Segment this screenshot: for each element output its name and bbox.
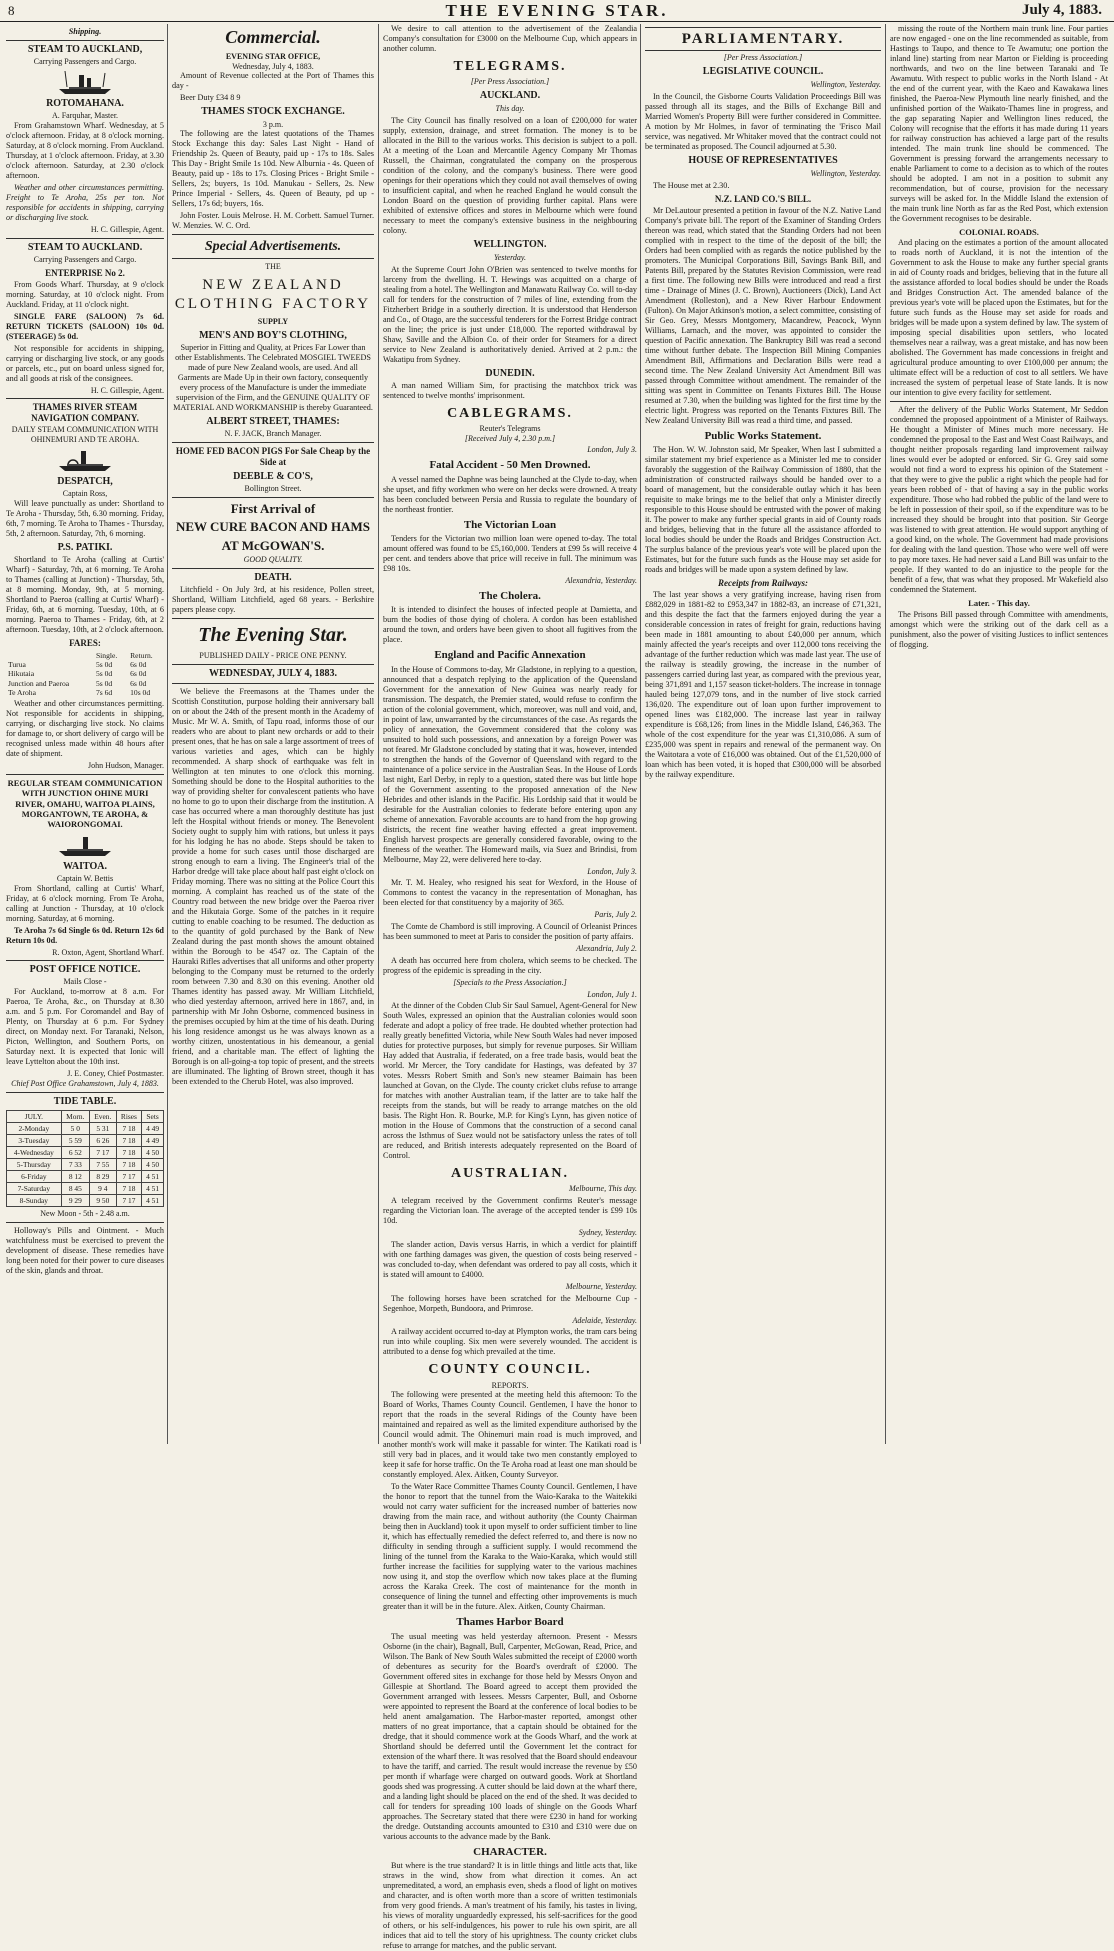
nz-land-bill-body: Mr DeLautour presented a petition in favour of the N.Z. Native Land Company's private bill. The report of the Examiner of Standing Orders thereon was read, which stated that the Standing Orders had not been complied with in respect to the time of the deposit of the bill; the Orders had been complied with as regards the notice published by the promoters. The Municipal Corporations Bill, Savings Bank Bill, and Patents Bill, prepared by the Statutes Revision Commission, were read a first time. The following new Bills were introduced and read a first time - Drainage of Mines (J. C. Brown), Auctioneers (Dick), Land Act Amendment (Rolleston), and a New River Harbour Endowment (Fulton). On Major Atkinson's motion, a select committee, consisting of Sir Geo. Grey, Messrs Montgomery, Macandrew, Peacock, Wynn Williams, Larnach, and the mover, was appointed to consider the question of Pacific annexation. The Bankruptcy Bill was read a second time without further debate. The Inspection Bill Mining Companies Amendment Bill, Affirmations and Declaration Bills were read a second time. The New Zealand University Act Amendment Bill was passed through Committee without amendment. The remainder of the sitting was spent in Committee on Tenants Fixtures Bill. The House resumed at 7.30, when the building was lighted for the first time by the electric light. Progress was reported on the Tenants Fixtures Bill. The New Zealand University Bill was read a third time, and passed.	[645, 205, 881, 425]
character-body: But where is the true standard? It is in little things and little acts that, like straws in the wind, show from what direction it comes. An act unpremeditated, a word, an emphasis even, sheds a flood of light on motives and character, and is often worth more than a score of written testimonials from very good friends. A man's treatment of his family, his tastes in living, his views of morality unguardedly expressed, his self-sacrifices for the good of others, or his self-indulgences, his power to rule his own spirit, are all indices that aid to tell the story of his uprightness. The county cricket clubs refuse to arrange for matches, and the public servant.	[383, 1861, 637, 1951]
cable-dateline-paris: Paris, July 2.	[594, 910, 637, 920]
ad1-schedule: From Grahamstown Wharf. Wednesday, at 5 o'clock afternoon. Friday, at 8 o'clock morning. Saturday, at 8 o'clock morning. From Auckland. Thursday, at 1 o'clock afternoon. Friday, at 3.30 o'clock afternoon. Saturday, at 2.30 o'clock afternoon.	[6, 120, 164, 180]
office-heading: EVENING STAR OFFICE,	[225, 51, 321, 61]
ad4-agent: R. Oxton, Agent, Shortland Wharf.	[52, 947, 164, 957]
cable-healey-body: Mr. T. M. Healey, who resigned his seat for Wexford, in the House of Commons to contest the vacancy in the representation of Monaghan, has been elected for that constituency by a majority of 365.	[383, 878, 637, 908]
public-works-body: The Hon. W. W. Johnston said, Mr Speaker, When last I submitted a similar statement my brief experience as a Minister led me to consider favorably the suggestion of the Railway Commission of 1880, that the administration of constructed railways should be handed over to a board of management, but the considerable outlay which it has been requisite to make brings me to the belief that only a Minister directly responsible to this House should be entrusted with the power of making it. The power to make any further special grants in aid of County roads and bridges, believing that in the future all the assistance afforded to local bodies should be under the Roads and Bridges Construction Act. The surplus balance of the previous year's vote will be placed upon the Estimates, but for the future such funds as the House may set aside for roads and bridges will be made upon a system defined by law.	[645, 445, 881, 575]
table-row	[7, 1183, 164, 1195]
nz-clothing-title: NEW ZEALAND CLOTHING FACTORY	[174, 277, 372, 312]
table-row	[6, 679, 164, 688]
nz-land-bill-heading: N.Z. LAND CO.'S BILL.	[714, 193, 812, 204]
ad3-ship2-name: P.S. PATIKI.	[57, 541, 113, 553]
table-row	[7, 1147, 164, 1159]
cable-cholera-body: It is intended to disinfect the houses of infected people at Damietta, and burn the bodies of those dying of cholera. A cordon has been established around the town, and orders have been given to shoot all fugitives from the place.	[383, 605, 637, 645]
cable-dateline-alexandria: Alexandria, Yesterday.	[565, 576, 637, 586]
receipts-body: The last year shows a very gratifying increase, having risen from £882,029 in 1881-82 to £953,347 in 1882-83, an increase of £71,321, and this despite the fact that the farmers enjoyed during the year a considerable concession in rates of freight for grain, reductions having been made in 1881 amounting to about £40,000 per annum, which mainly affected the year's receipts and over 112,000 tons receiving the advantage of the further reduction which was made last year. The use of the railway is steadily growing, the increase in the number of passengers carried during last year, as compared with the previous year, being 371,891 and 1,157 season ticket-holders. The increase in tonnage hauled being 127,079 tons, and in the number of live stock carried 136,020. The expenditure out of loan upon further improvement to opened lines was £182,000. The increase last year in railway expenditure is £68,126; from lines in the Middle Island, £46,363. The whole of the cost expenditure for the year was £1,310,086. A sum of £235,000 was spent in repairs and renewal of the permanent way. On the Waitotara a vote of £16,000 was obtained. Out of the £1,520,000 of loan which has been voted, it is hoped that £300,000 will be absorbed by the railway expenditure.	[645, 590, 881, 780]
sun-sets: 4 50	[142, 1147, 164, 1159]
wellington-heading: WELLINGTON.	[473, 238, 547, 250]
tide-day: 4-Wednesday	[7, 1147, 62, 1159]
post-office-body: For Auckland, to-morrow at 8 a.m. For Paeroa, Te Aroha, &c., on Thursday at 8.30 a.m. and 5 p.m. For Coromandel and Bay of Plenty, on Thursday at 6 p.m. For Sydney direct, on Monday next. For Taranaki, Nelson, Picton, Wellington, and Southern Ports, on Saturday next. It is expected that Ionic will leave Lyttelton about the 10th inst.	[6, 987, 164, 1067]
dunedin-heading: DUNEDIN.	[485, 367, 535, 379]
moon-phase: New Moon - 5th - 2.48 a.m.	[40, 1209, 130, 1219]
ad3-agent: John Hudson, Manager.	[88, 761, 164, 771]
sun-sets: 4 49	[142, 1122, 164, 1134]
parliamentary-sub: [Per Press Association.]	[723, 53, 803, 63]
auckland-heading: AUCKLAND.	[479, 89, 541, 101]
tide-head: Rises	[116, 1110, 142, 1122]
table-row	[6, 688, 164, 697]
bacon-heading: HOME FED BACON PIGS For Sale Cheap by the Side at	[175, 445, 371, 467]
public-works-heading: Public Works Statement.	[704, 429, 822, 442]
sun-rises: 7 18	[116, 1147, 142, 1159]
fares-head	[6, 651, 94, 660]
cable-victorian-loan-body: Tenders for the Victorian two million loan were opened to-day. The total amount offered was found to be £5,160,000. Tenders at £99 5s will receive 4 per cent. and tenders above that price will receive in full. The minimum was £98 10s.	[383, 534, 637, 574]
fare-single: 7s 6d	[95, 687, 113, 697]
tide-even: 6 26	[89, 1134, 116, 1146]
house-heading: HOUSE OF REPRESENTATIVES	[688, 154, 838, 166]
table-row	[6, 669, 164, 678]
ad2-agent: H. C. Gillespie, Agent.	[90, 385, 164, 395]
cable-annexation-body: In the House of Commons to-day, Mr Gladstone, in replying to a question, announced that a despatch replying to the application of the Queensland Government for the annexation of New Guinea was nearly ready for transmission. The despatch, the Premier stated, would refuse to confirm the action of the colonial government, which, moreover, was null and void, and, in point of law, unwarranted by the circumstances of the case. As regards the policy of annexation, the Government considered that the colony was unsuited to hold such possessions, and annexation by a foreign Power was not feared. Mr Gladstone concluded by stating that it was, however, intended to strengthen the hands of the Governor of Queensland with regard to the maintenance of a police service in the Australian Seas. In the House of Lords last night, Earl Derby, in reply to a question, stated there was but little hope of the Government assenting to the proposed annexation of the New Hebrides and other islands in the Pacific. His Lordship said that it would be desirable for the Australian colonies to federate before entering upon any scheme of annexation. Favorable accounts are to hand from the hop growing districts, the recent fine weather having effected a great improvement. English harvest prospects are generally considered favorable, owing to the fineness of the weather. The Homeward mails, via Suez and Brindisi, from Melbourne, May 22, were delivered here to-day.	[383, 664, 637, 864]
table-row	[7, 1159, 164, 1171]
tide-day: 6-Friday	[7, 1171, 62, 1183]
paper-subtitle: PUBLISHED DAILY - PRICE ONE PENNY.	[199, 651, 347, 661]
page-number: 8	[8, 3, 15, 18]
post-office-date: Chief Post Office Grahamstown, July 4, 1883.	[11, 1078, 159, 1088]
tide-head: JULY.	[7, 1110, 62, 1122]
ad2-schedule: From Goods Wharf. Thursday, at 9 o'clock morning. Saturday, at 10 o'clock night. From Auckland. Friday, at 11 o'clock night.	[6, 279, 164, 309]
death-notice: Litchfield - On July 3rd, at his residence, Pollen street, Shortland, William Litchfield, aged 68 years. - Berkshire papers please copy.	[172, 585, 374, 615]
ad3-schedule2: Shortland to Te Aroha (calling at Curtis' Wharf) - Saturday, 7th, at 6 morning. Te Aroha to Thames (calling at Junction) - Thursday, 5th, at 8 morning. Monday, 9th, at 5 morning. Shortland to Paeroa (calling at Curtis' Wharf) - Friday, 6th, at 6 morning. Tuesday, 10th, at 6 morning. Paeroa to Thames - Friday, 6th, at 2 afternoon. Tuesday, 10th, at 2 o'clock afternoon.	[6, 554, 164, 634]
fare-place: Hikutaia	[8, 669, 35, 679]
issue-date: July 4, 1883.	[1021, 2, 1102, 18]
ad3-ship-name: DESPATCH,	[57, 475, 113, 487]
house-date: Wellington, Yesterday.	[810, 169, 881, 179]
county-council-heading: COUNTY COUNCIL.	[428, 1362, 592, 1378]
tide-head: Morn.	[61, 1110, 89, 1122]
nz-supply: SUPPLY	[257, 316, 289, 326]
cable-headline-victorian-loan: The Victorian Loan	[463, 518, 557, 531]
australian-slander-body: The slander action, Davis versus Harris, in which a verdict for plaintiff with one farthing damages was given, the question of costs being reserved - was concluded to-day, when defendant was ordered to pay all costs, which it is stated will amount to £4000.	[383, 1239, 637, 1279]
nz-what: MEN'S AND BOY'S CLOTHING,	[199, 329, 347, 341]
cablegrams-received: [Received July 4, 2.30 p.m.]	[464, 433, 556, 443]
cable-dateline-alexandria-2: Alexandria, July 2.	[576, 944, 637, 954]
australian-railway-body: A railway accident occurred to-day at Plympton works, the tram cars being run into while coupling. Six men were severely wounded. The accident is attributed to a dense fog which prevailed at the time.	[383, 1327, 637, 1357]
tide-head: Even.	[89, 1110, 116, 1122]
zealandia-notice: We desire to call attention to the advertisement of the Zealandia Company's consultation for £3000 on the Melbourne Cup, which appears in another column.	[383, 24, 637, 53]
tide-table-title: TIDE TABLE.	[53, 1095, 117, 1107]
column-commercial	[172, 24, 374, 1444]
fares-head: Single.	[95, 650, 118, 660]
column-divider	[885, 24, 886, 1444]
arrival-title: First Arrival of	[230, 500, 316, 516]
sun-sets: 4 51	[142, 1195, 164, 1207]
arrival-quality: GOOD QUALITY.	[243, 555, 303, 565]
ad1-master: A. Farquhar, Master.	[51, 111, 119, 121]
ad3-captain: Captain Ross,	[62, 488, 108, 498]
office-date: Wednesday, July 4, 1883.	[232, 61, 314, 71]
cable-dateline-london-2: London, July 3.	[587, 866, 637, 876]
telegrams-heading: TELEGRAMS.	[453, 59, 567, 74]
arrival-goods: NEW CURE BACON AND HAMS	[175, 519, 371, 535]
table-row	[7, 1195, 164, 1207]
paper-title: The Evening Star.	[198, 624, 348, 647]
cable-dateline-london-3: London, July 1.	[587, 989, 637, 999]
bacon-address: Bollington Street.	[244, 483, 302, 493]
tide-day: 2-Monday	[7, 1122, 62, 1134]
wellington-date: Yesterday.	[493, 252, 527, 262]
sun-rises: 7 17	[116, 1195, 142, 1207]
ad2-sub: Carrying Passengers and Cargo.	[33, 254, 137, 264]
ad1-ship-name: ROTOMAHANA.	[46, 97, 124, 109]
auckland-date: This day.	[495, 104, 525, 114]
table-row	[7, 1171, 164, 1183]
ad3-sub: DAILY STEAM COMMUNICATION WITH OHINEMURI AND TE AROHA.	[11, 425, 159, 444]
parliamentary-heading: PARLIAMENTARY.	[645, 27, 881, 51]
sun-sets: 4 51	[142, 1183, 164, 1195]
nz-address: ALBERT STREET, THAMES:	[206, 415, 340, 427]
stock-exchange-time: 3 p.m.	[262, 119, 284, 129]
post-office-sign: J. E. Coney, Chief Postmaster.	[67, 1069, 164, 1079]
fare-place: Turua	[8, 660, 26, 670]
tide-morn: 8 12	[61, 1171, 89, 1183]
ad3-note: Weather and other circumstances permitting. Not responsible for accidents in shipping, carrying, or discharging live stock. No claims for damage to, or short delivery of cargo will be recognised unless made within 48 hours after date of shipment.	[6, 699, 164, 759]
post-office-sub: Mails Close -	[63, 977, 107, 987]
brokers-list: John Foster. Louis Melrose. H. M. Corbett. Samuel Turner. W. Menzies. W. C. Ord.	[172, 211, 374, 231]
australian-dateline-sydney: Sydney, Yesterday.	[578, 1228, 637, 1238]
australian-dateline-melbourne-2: Melbourne, Yesterday.	[565, 1281, 637, 1291]
legislative-council-date: Wellington, Yesterday.	[810, 80, 881, 90]
cable-dateline-london: London, July 3.	[587, 445, 637, 455]
tide-even: 9 50	[89, 1195, 116, 1207]
harbor-board-heading: Thames Harbor Board	[456, 1616, 564, 1629]
tide-even: 5 31	[89, 1122, 116, 1134]
later-heading: Later. - This day.	[968, 598, 1030, 609]
tide-day: 3-Tuesday	[7, 1134, 62, 1146]
special-ads-heading: Special Advertisements.	[204, 239, 342, 255]
sun-rises: 7 18	[116, 1134, 142, 1146]
masthead	[0, 0, 1114, 22]
fare-return: 10s 0d	[130, 687, 151, 697]
ad2-fares: SINGLE FARE (SALOON) 7s 6d. RETURN TICKETS (SALOON) 10s 0d. (STEERAGE) 5s 0d.	[6, 311, 164, 341]
ad1-agent: H. C. Gillespie, Agent.	[90, 224, 164, 234]
ad2-heading: STEAM TO AUCKLAND.	[27, 241, 143, 253]
tide-even: 9 4	[89, 1183, 116, 1195]
ad4-fares: Te Aroha 7s 6d Single 6s 0d. Return 12s 6d Return 10s 0d.	[6, 925, 164, 945]
ad2-note: Not responsible for accidents in shipping, carrying or discharging live stock, or any goods or parcels, etc., put on board unless signed for, and all goods at risk of the consignees.	[6, 343, 164, 383]
column-telegrams	[383, 24, 637, 1951]
main-trunk-body: missing the route of the Northern main trunk line. Four parties are now engaged - one on the line recommended as suitable, from Hastings to Taupo, and thence to Te Awamutu; one portion the inland line) starting from near Marton or Fielding is proceeding northwards, and two on the line between Taranaki and Te Awamutu. With respect to public works in the North Island - At the end of the current year, with the Kaeo and Kawakawa lines finished, the Paeroa-New Plymouth line nearly finished, and the unfinished portion of the Waikato-Thames line in progress, and the gap separating Napier and Wellington lines reduced, the Colony will recognise that the efforts it has made during 11 years for railway construction has achieved a large part of the results intended. The main trunk line should be commenced. The Government is pressing forward the arrangements necessary to enable Parliament to come to a decision as to which of the routes should be adopted. I am not in a position to submit any recommendation, but of course, provision for the necessary surveys will be asked for. In the Middle Island the extension of the main trunk line North as far as the Red Post, which extension the Government recognises to be desirable.	[890, 24, 1108, 223]
ad3-schedule: Will leave punctually as under: Shortland to Te Aroha - Thursday, 5th, 6.30 morning. Friday, 6th, 7 morning. Te Aroha to Thames - Thursday, 5th, 2 afternoon. Saturday, 7th, 6 morning.	[6, 498, 164, 538]
commercial-heading: Commercial.	[225, 27, 321, 47]
colonial-roads-body: And placing on the estimates a portion of the amount allocated to roads north of Auckland, it is not the intention of the Government to ask the House to make any further special grants in aid of County roads and bridges, believing that in the future all the assistance afforded to local bodies should be under the Roads and Bridges Construction Act. The amended balance of the previous year's vote will be placed upon the Estimates, but for the future such funds as the House may set aside for roads and bridges will be made upon a system defined by law. The system of imposing special disabilities upon settlers, who located themselves near a railway, was a great mistake, and has now been abolished. The Government has made concessions in freight and agricultural produce amounting to over £100,000 per annum; the ultimate effect will be a reduction of cost to all settlers. We have increased the system of perpetual lease of State lands. It is now our intention to give every facility for settlement.	[890, 238, 1108, 398]
ad4-captain: Captain W. Bettis	[56, 873, 114, 883]
tide-day: 8-Sunday	[7, 1195, 62, 1207]
county-council-report-2: To the Water Race Committee Thames County Council. Gentlemen, I have the honor to report that the tunnel from the Waio-Karaka to the Waitekiki would not carry water sufficient for the increased number of batteries now drawing from the main race, and without authority (the County Chairman being then in Auckland) took it upon myself to order sufficient timber to line it, which has effectually remedied the defect referred to, and there is now no difficulty in sending through a sufficient supply. I would recommend the lining of the tunnel from the Karaka to the Waio-Karaka, which would still further increase the facilities for supplying water to the various machines now using it, and stop the overflow which now takes place at the fluming across the Karaka Creek. The cost of maintenance for the month in consequence of lining the tunnel and effecting other improvements is much greater than it will be in the future. Alex. Aitken, County Chairman.	[383, 1482, 637, 1612]
cable-chambord-body: The Comte de Chambord is still improving. A Council of Orleanist Princes has been summoned to meet at Paris to consider the position of party affairs.	[383, 922, 637, 942]
cable-headline-fatal-accident: Fatal Accident - 50 Men Drowned.	[429, 459, 591, 472]
steamer-waitoa-icon	[55, 832, 115, 858]
ad4-schedule: From Shortland, calling at Curtis' Wharf, Friday, at 6 o'clock morning. From Te Aroha, calling at Junction - Thursday, at 10 o'clock morning. Saturday, at 6 morning.	[6, 883, 164, 923]
table-row	[6, 660, 164, 669]
steam-sub: Carrying Passengers and Cargo.	[33, 57, 137, 67]
cable-headline-annexation: England and Pacific Annexation	[434, 649, 586, 662]
telegrams-sub: [Per Press Association.]	[470, 77, 550, 87]
ad2-ship-name: ENTERPRISE No 2.	[45, 267, 125, 278]
county-council-report-1: The following were presented at the meeting held this afternoon: To the Board of Works, Thames County Council. Gentlemen, I have the honor to report that the roads in the several Ridings of the County have been maintained and repaired as well as the limited expenditure authorised by the Council would admit. The Ohinemuri main road is much improved, and another month's work will make it passable for winter. The Katikati road is still very bad in places, and it would take two men constantly employed to keep it safe for horse traffic. On the Te Aroha road at least one man should be constantly employed. Alex. Aitken, County Surveyor.	[383, 1390, 637, 1480]
fare-single: 5s 0d	[95, 660, 113, 670]
ad3-heading: THAMES RIVER STEAM NAVIGATION COMPANY.	[31, 402, 139, 424]
fare-place: Junction and Paeroa	[8, 678, 70, 688]
fare-return: 6s 0d	[130, 660, 147, 670]
cable-cobden-body: At the dinner of the Cobden Club Sir Saul Samuel, Agent-General for New South Wales, expressed an opinion that the Australian colonies would soon federate and adopt a policy of free trade. He doubted whether protection had really greatly benefitted Victoria, while New South Wales had never imposed duties for protective purposes, but simply for revenue purposes. Sir William Hay added that Australia, if federated, on a free trade basis, would beat the world. Mr Mercer, the Tory candidate for Hastings, was defeated by 37 votes. Messrs Robert Smith and Son's new steamer Baimain has been launched at Govan, on the Clyde. The county cricket clubs refuse to arrange for matches with another Australian team, if the latter are to take half the receipts from the stands, but will be ready to arrange matches on the old basis. The Right Hon. R. Bourke, M.P. for King's Lynn, has given notice of motion in the House of Commons that the construction of a second canal across the Isthmus of Suez would not be satisfactory unless the rates of toll are reduced, and British interests adequately represented on the Board of Control.	[383, 1001, 637, 1161]
dunedin-body: A man named William Sim, for practising the matchbox trick was sentenced to twelve months' imprisonment.	[383, 380, 637, 400]
shipping-heading: Shipping.	[68, 27, 102, 36]
tide-morn: 5 0	[61, 1122, 89, 1134]
fares-head: Return.	[130, 650, 153, 660]
column-parliamentary	[645, 24, 881, 1444]
nz-manager: N. F. JACK, Branch Manager.	[224, 428, 322, 438]
holloway-ad: Holloway's Pills and Ointment. - Much watchfulness must be exercised to prevent the development of disease. These remedies have long been noted for their power to cure diseases of the skin, glands and throat.	[6, 1225, 164, 1275]
column-shipping	[6, 24, 164, 1444]
legislative-council-heading: LEGISLATIVE COUNCIL.	[702, 66, 824, 78]
receipts-heading: Receipts from Railways:	[718, 578, 808, 589]
cable-headline-cholera: The Cholera.	[479, 589, 541, 602]
death-heading: DEATH.	[254, 571, 292, 583]
fare-single: 5s 0d	[95, 669, 113, 679]
tide-morn: 7 33	[61, 1159, 89, 1171]
steam-heading: STEAM TO AUCKLAND,	[27, 44, 143, 55]
special-press-sub: [Specials to the Press Association.]	[453, 977, 567, 987]
table-row	[7, 1134, 164, 1146]
tide-day: 7-Saturday	[7, 1183, 62, 1195]
cablegrams-heading: CABLEGRAMS.	[447, 405, 573, 421]
arrival-shop: AT McGOWAN'S.	[221, 538, 325, 554]
beer-duty: Beer Duty £34 8 9	[180, 93, 241, 103]
column-divider	[167, 24, 168, 1444]
post-office-heading: POST OFFICE NOTICE.	[29, 964, 141, 976]
cable-fatal-accident-body: A vessel named the Daphne was being launched at the Clyde to-day, when she upset, and fifty workmen who were on her decks were drowned. A treaty has been concluded between Persia and Russia to regulate the boundary of the northeast frontier.	[383, 474, 637, 514]
legislative-council-body: In the Council, the Gisborne Courts Validation Proceedings Bill was passed through all its stages, and the Bills of Exchange Bill and Married Women's Property Bill were further considered in Committee. A motion by Mr Holmes, in favor of terminating the 'Frisco Mail service, was negatived. Mr Whitaker moved that the contract could not be terminated as proposed. The Council adjourned at 5.30.	[645, 91, 881, 151]
table-row	[7, 1122, 164, 1134]
tide-day: 5-Thursday	[7, 1159, 62, 1171]
county-council-sub: REPORTS.	[491, 1380, 529, 1390]
stock-exchange-body: The following are the latest quotations of the Thames Stock Exchange this day: Sales Last Night - Hand of Friendship 2s. Queen of Beauty, paid up - 17s to 18s. Sales This Day - Bright Smile 1s 10d. New Alburnia - 4s. Queen of Beauty, paid up - 18s to 17s. Closing Prices - Bright Smile - Sellers, 2s; buyers, 1s 10d. Manukau - Sellers, 2s. New Prince Imperial - Sellers, 4s. Queen of Beauty, pd up - Sellers, 17s 6d; buyers, 16s.	[172, 129, 374, 209]
fare-place: Te Aroha	[8, 687, 36, 697]
newspaper-title: THE EVENING STAR.	[445, 1, 669, 20]
steamship-icon	[55, 69, 115, 95]
fare-return: 6s 0d	[130, 678, 147, 688]
auckland-body: The City Council has finally resolved on a loan of £200,000 for water supply, extension, drainage, and street formation. The money is to be allocated in the Bill to the various works. This decision is subject to a poll. At a meeting of the Loan and Mercantile Agency Company Mr Thomas Russell, the Chairman, congratulated the company on the prosperous condition of the colony, and the company's business. There were good openings for their operations which they could not avail themselves of owing to insufficient capital, and when he reached England he would consult the London Board on the question of providing further capital. Plans were exhibited of extensive offices and stores in Melbourne which were found necessary to meet the company's extensive business in the neighbouring colony.	[383, 115, 637, 235]
cable-cholera-2-body: A death has occurred here from cholera, which seems to be checked. The progress of the epidemic is spreading in the city.	[383, 955, 637, 975]
sun-rises: 7 18	[116, 1183, 142, 1195]
harbor-board-body: The usual meeting was held yesterday afternoon. Present - Messrs Osborne (in the chair), Bagnall, Bull, Carpenter, McGowan, Read, Price, and Wilson. The Bank of New South Wales submitted the receipt of £2000 worth of debentures as security for the Board's overdraft of £2000. The Government offered sites in exchange for those held by Messrs Onyon and Gillespie at Shortland. The Board agreed to accept them provided the Government arranged with lessees. Messrs Carpenter, Bull, and Osborne were appointed to represent the Board at the conference of local bodies to be held anent amalgamation. The Harbor-master reported, amongst other matters of no great importance, that a captain should be obtained for the dredge, that it should commence work at the Goods Wharf, and the work at Shortland should be deferred until the Government let the contract for extension of the wharf there. It was resolved that the Board should endeavour to have the tariff, and carried. The result would increase the revenue by £50 per month if wharfage were charged on outward goods. Work at Shortland goods shed was progressing. A cutter should be laid down at the wharf there, and a landing light should be placed on the end of the shed. It was decided to call for tenders for spreading 100 loads of shingle on the Goods Wharf approaches. The Secretary stated that there were £230 in hand for working the dredge. Outstanding accounts amounted to £310 and £310 were due on various accounts to the advance made by the Bank.	[383, 1631, 637, 1841]
later-body: The Prisons Bill passed through Committee with amendments, amongst which were the striking out of the dark cell as a punishment, also the power of visiting Justices to inflict sentences of flogging.	[890, 609, 1108, 649]
colonial-roads-heading: COLONIAL ROADS.	[959, 227, 1039, 237]
sun-rises: 7 18	[116, 1122, 142, 1134]
fares-table	[6, 651, 164, 697]
column-divider	[640, 24, 641, 1444]
column-divider	[378, 24, 379, 1444]
paper-date: WEDNESDAY, JULY 4, 1883.	[209, 668, 337, 680]
australian-dateline-melbourne: Melbourne, This day.	[569, 1184, 637, 1194]
nz-the: THE	[265, 262, 281, 272]
ad4-heading: REGULAR STEAM COMMUNICATION WITH JUNCTION OHINE MURI RIVER, OMAHU, WAITOA PLAINS, MORGANTOWN, TE AROHA, & WAIORONGOMAI.	[7, 777, 163, 830]
ad1-note: Weather and other circumstances permitting. Freight to Te Aroha, 25s per ton. Not responsible for accidents in shipping, carrying or discharging live stock.	[6, 182, 164, 222]
tide-morn: 8 45	[61, 1183, 89, 1195]
tide-even: 7 55	[89, 1159, 116, 1171]
sun-sets: 4 50	[142, 1159, 164, 1171]
tide-even: 7 17	[89, 1147, 116, 1159]
tide-even: 8 29	[89, 1171, 116, 1183]
fares-title: FARES:	[69, 637, 101, 648]
sun-sets: 4 49	[142, 1134, 164, 1146]
revenue-line: Amount of Revenue collected at the Port of Thames this day -	[172, 71, 374, 91]
after-statement-body: After the delivery of the Public Works Statement, Mr Seddon condemned the proposed appointment of a Minister of Railways. He thought a Minister of Mines much more necessary. He condemned the proposal to the East and West Coast Railways, and thought neither proposals regarding land improvement railway lines would ever be adopted or enforced. Sir G. Grey said some would not find a word to express his opinion of the Statement - that they were to give the public a right which the people had for years been robbed of - that of having a say in the public works expenditure. Those who had robbed the public of the land were to be left in possession of their spoil, so if the expenditure was to be increased they should be brought into that position. Sir George was listened to with great attention. He would support anything of a good kind, on the whole. The Government had made provisions for dealing with the land question. Those who were well off were to pay more taxes. He had never said a Land Bill was unfair to the people. If they wanted to do an injustice to the people for the benefit of a few, that was what they proposed. Mr Wakefield also condemned the Statement.	[890, 405, 1108, 595]
tide-morn: 9 29	[61, 1195, 89, 1207]
editorial-body: We believe the Freemasons at the Thames under the Scottish Constitution, purpose holding their anniversary ball on or about the 24th of the present month in the Academy of Music. Mr W. A. Smith, of Tapu road, informs those of our readers who are about to plant new orchards or add to their present ones, that he has on sale a large assortment of trees of various varieties and ages, which can be highly recommended. A sharp shock of earthquake was felt in Wellington at ten minutes to one o'clock this morning. Something should be done to the Hospital authorities to the way of providing shelter for convalescent patients who have no home to go to upon their discharge from the institution. A case has occurred where a man thoroughly destitute has just left the Hospital without friends or money. The Benevolent Society ought to supply him with rations, but unless it pays for his lodging he has no abode. Steps should be taken to provide a home for such cases until those discharged are strong enough to earn a living. The Engineer's trial of the Harbor dredge will take place about half past eight o'clock on Friday morning. There was no sitting at the Police Court this morning. A complaint has reached us of the state of the Country road between the new bridge over the Paeroa river and the Hikutaia Gorge. Some of the patches in it require cutting to enable coaching to be resumed. The deduction as to the quantity of gold purchased by the Bank of New Zealand during the past month shows the amount obtained within the Borough to be 4547 oz. The Captain of the Hauraki Rifles advertises that all uniforms and other property belonging to the Company must be returned to the orderly room between 7.30 and 8.30 on this evening. Another old Thames identity has passed away. Mr William Litchfield, who died yesterday afternoon, arrived here in 1867, and, in partnership with Mr John Osborne, commenced business in the premises occupied by him at the time of his death. During his long residence amongst us he was always known as a worthy citizen, unostentatious in his demeanour, a genial friend, and a charitable man. The effect of lighting the Borough is on all-going-a top topic of present, and the streets are illuminated. The lighting of Brown street, though it has been extended to the Cherub Hotel, was also improved.	[172, 687, 374, 1087]
stock-exchange-heading: THAMES STOCK EXCHANGE.	[201, 106, 345, 118]
paddle-steamer-icon	[55, 447, 115, 473]
australian-dateline-adelaide: Adelaide, Yesterday.	[572, 1315, 637, 1325]
wellington-body: At the Supreme Court John O'Brien was sentenced to twelve months for larceny from the dwelling. H. T. Hewings was acquitted on a charge of stealing from a hotel. The Wellington and Manawatu Railway Co. will to-day call for tenders for the construction of 7 miles of line, extending from the Fitzherbert Bridge in a southerly direction. It is understood that Henderson and Co., of Otago, are the successful tenderers for the Forrest Bridge contract on the line; the price is just under £18,000. The reported withdrawal by Shaw, Saville and the Albion Co. of their order for Steamers for a direct service to New Zealand is authoritatively denied. Arrived at 2 p.m.: the Wakatipu from Sydney.	[383, 264, 637, 364]
tide-table	[6, 1110, 164, 1207]
fare-return: 6s 0d	[130, 669, 147, 679]
tide-morn: 5 59	[61, 1134, 89, 1146]
sun-sets: 4 51	[142, 1171, 164, 1183]
house-met: The House met at 2.30.	[653, 180, 730, 190]
fare-single: 5s 0d	[95, 678, 113, 688]
australian-heading: AUSTRALIAN.	[450, 1166, 570, 1182]
character-heading: CHARACTER.	[473, 1845, 547, 1858]
nz-clothing-body: Superior in Fitting and Quality, at Prices Far Lower than other Establishments. The Celebrated MOSGIEL TWEEDS made of pure New Zealand wools, are used. And all Garments are Made Up in their own factory, consequently every process of the Manufacture is under the immediate supervision of the Firm, and the GENUINE QUALITY OF MATERIAL AND WORKMANSHIP is thereby Guaranteed.	[173, 342, 373, 412]
column-public-works	[890, 24, 1108, 1444]
australian-cup-body: The following horses have been scratched for the Melbourne Cup - Segenhoe, Morpeth, Bundoora, and Primrose.	[383, 1293, 637, 1313]
sun-rises: 7 17	[116, 1171, 142, 1183]
cablegrams-sub: Reuter's Telegrams	[479, 423, 541, 433]
ad4-ship-name: WAITOA.	[63, 860, 107, 872]
australian-loan-body: A telegram received by the Government confirms Reuter's message regarding the Victorian loan. The average of the accepted tender is £99 10s 10d.	[383, 1196, 637, 1226]
bacon-firm: DEEBLE & CO'S,	[233, 470, 313, 482]
sun-rises: 7 18	[116, 1159, 142, 1171]
tide-morn: 6 52	[61, 1147, 89, 1159]
tide-head: Sets	[142, 1110, 164, 1122]
